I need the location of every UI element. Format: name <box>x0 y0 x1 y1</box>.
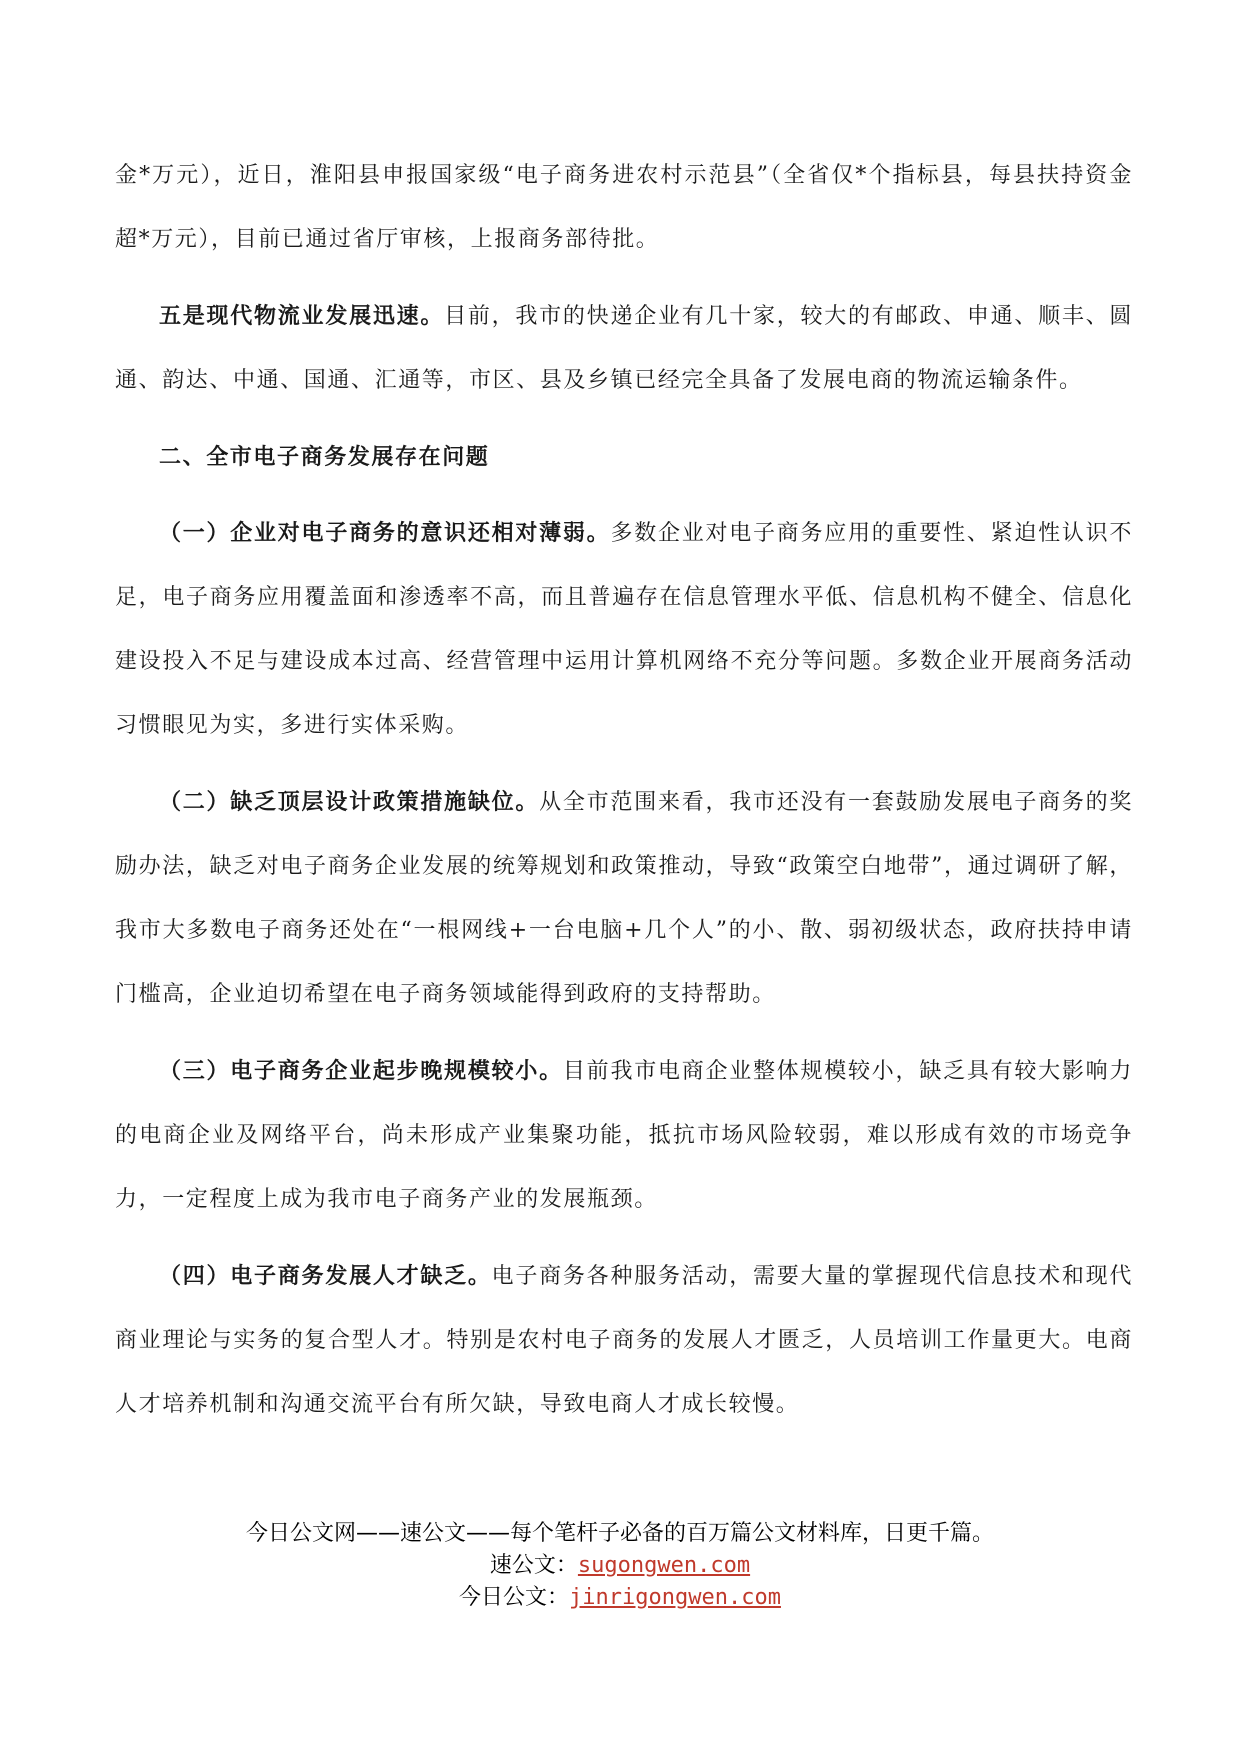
paragraph-lead: （三）电子商务企业起步晚规模较小。 <box>159 1058 563 1084</box>
paragraph-problem-2 <box>115 770 1133 1027</box>
section-heading-text: 二、全市电子商务发展存在问题 <box>159 444 490 470</box>
footer-line-jinrigongwen <box>0 1582 1240 1614</box>
section-heading <box>115 425 1133 489</box>
footer-label: 速公文： <box>489 1553 578 1578</box>
paragraph-problem-3 <box>115 1039 1133 1232</box>
paragraph-logistics <box>115 284 1133 413</box>
jinrigongwen-link[interactable]: jinrigongwen.com <box>569 1585 781 1610</box>
paragraph-lead: 五是现代物流业发展迅速。 <box>159 303 445 329</box>
paragraph-text: 从全市范围来看，我市还没有一套鼓励发展电子商务的奖励办法，缺乏对电子商务企业发展的统筹规划和政策推动，导致“政策空白地带”，通过调研了解，我市大多数电子商务还处在“一根网线+一台电脑+几个人”的小、散、弱初级状态，政府扶持申请门槛高，企业迫切希望在电子商务领域能得到政府的支持帮助。 <box>115 790 1133 1007</box>
footer-label: 今日公文： <box>459 1585 570 1610</box>
sugongwen-link[interactable]: sugongwen.com <box>577 1553 751 1578</box>
paragraph-problem-1 <box>115 501 1133 758</box>
paragraph-text: 目前我市电商企业整体规模较小，缺乏具有较大影响力的电商企业及网络平台，尚未形成产业集聚功能，抵抗市场风险较弱，难以形成有效的市场竞争力，一定程度上成为我市电子商务产业的发展瓶颈。 <box>115 1059 1133 1212</box>
paragraph-continuation <box>115 144 1133 272</box>
paragraph-lead: （二）缺乏顶层设计政策措施缺位。 <box>159 789 540 815</box>
footer-line-sugongwen <box>0 1550 1240 1582</box>
page-footer <box>0 1518 1240 1614</box>
footer-slogan: 今日公文网——速公文——每个笔杆子必备的百万篇公文材料库，日更千篇。 <box>245 1521 994 1546</box>
paragraph-text: 电子商务各种服务活动，需要大量的掌握现代信息技术和现代商业理论与实务的复合型人才。特别是农村电子商务的发展人才匮乏，人员培训工作量更大。电商人才培养机制和沟通交流平台有所欠缺，导致电商人才成长较慢。 <box>115 1264 1133 1417</box>
paragraph-lead: （四）电子商务发展人才缺乏。 <box>159 1263 492 1289</box>
paragraph-lead: （一）企业对电子商务的意识还相对薄弱。 <box>159 520 611 546</box>
paragraph-text: 多数企业对电子商务应用的重要性、紧迫性认识不足，电子商务应用覆盖面和渗透率不高，而且普遍存在信息管理水平低、信息机构不健全、信息化建设投入不足与建设成本过高、经营管理中运用计算机网络不充分等问题。多数企业开展商务活动习惯眼见为实，多进行实体采购。 <box>115 521 1133 738</box>
document-body <box>115 144 1133 1449</box>
paragraph-problem-4 <box>115 1244 1133 1437</box>
paragraph-text: 金*万元），近日，淮阳县申报国家级“电子商务进农村示范县”（全省仅*个指标县，每县扶持资金超*万元），目前已通过省厅审核，上报商务部待批。 <box>115 163 1133 252</box>
paragraph-text: 目前，我市的快递企业有几十家，较大的有邮政、申通、顺丰、圆通、韵达、中通、国通、汇通等，市区、县及乡镇已经完全具备了发展电商的物流运输条件。 <box>115 304 1134 393</box>
